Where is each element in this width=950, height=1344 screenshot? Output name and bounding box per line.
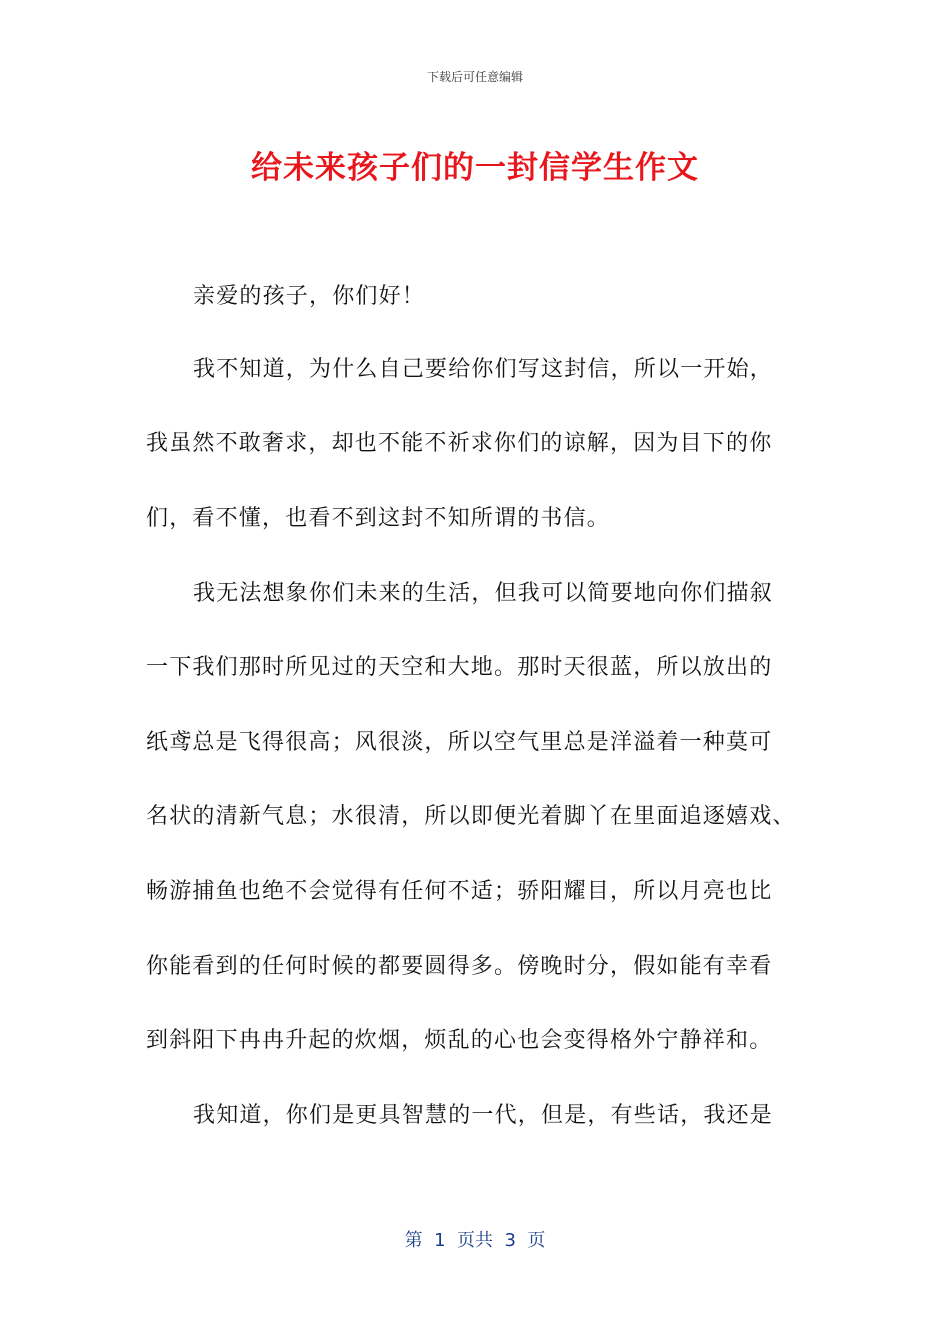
paragraph-line: 我无法想象你们未来的生活，但我可以简要地向你们描叙 [193, 581, 774, 606]
paragraph-line: 们，看不懂，也看不到这封不知所谓的书信。 [146, 506, 611, 531]
paragraph-line: 一下我们那时所见过的天空和大地。那时天很蓝，所以放出的 [146, 655, 773, 680]
greeting-line: 亲爱的孩子，你们好！ [193, 284, 426, 309]
page-title: 给未来孩子们的一封信学生作文 [251, 150, 699, 186]
paragraph-line: 名状的清新气息；水很清，所以即便光着脚丫在里面追逐嬉戏、 [146, 804, 796, 829]
page-footer: 第 1 页共 3 页 [404, 1230, 546, 1251]
paragraph-line: 我知道，你们是更具智慧的一代，但是，有些话，我还是 [193, 1103, 774, 1128]
paragraph-line: 我不知道，为什么自己要给你们写这封信，所以一开始， [193, 357, 774, 382]
header-note: 下载后可任意编辑 [426, 70, 523, 84]
paragraph-line: 你能看到的任何时候的都要圆得多。傍晚时分，假如能有幸看 [146, 954, 773, 979]
paragraph-line: 我虽然不敢奢求，却也不能不祈求你们的谅解，因为目下的你 [146, 431, 773, 456]
paragraph-line: 畅游捕鱼也绝不会觉得有任何不适；骄阳耀目，所以月亮也比 [146, 879, 773, 904]
paragraph-line: 到斜阳下冉冉升起的炊烟，烦乱的心也会变得格外宁静祥和。 [146, 1028, 773, 1053]
paragraph-line: 纸鸢总是飞得很高；风很淡，所以空气里总是洋溢着一种莫可 [146, 730, 773, 755]
